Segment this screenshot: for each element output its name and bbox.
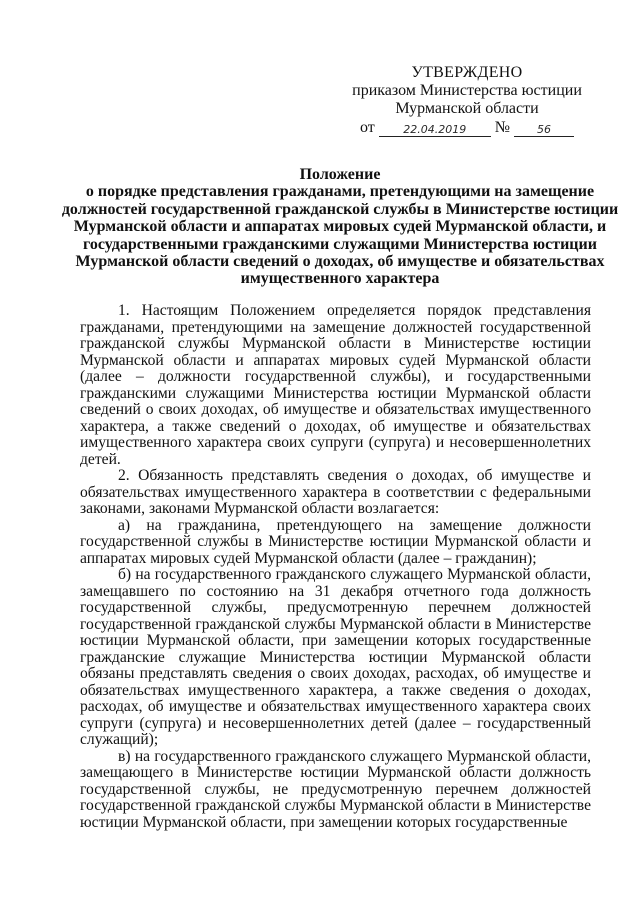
approval-region-line: Мурманской области — [395, 100, 539, 117]
approval-title: УТВЕРЖДЕНО — [411, 64, 523, 81]
approval-order-line: приказом Министерства юстиции — [352, 82, 582, 99]
document-body — [80, 303, 591, 831]
approval-date-line — [342, 119, 592, 137]
number-label: № — [494, 119, 511, 136]
paragraph: а) на гражданина, претендующего на замещение должности государственной службы в Министерстве юстиции Мурманской области и аппаратах мировых судей Мурманской области (далее – гражданин); — [80, 516, 591, 567]
paragraph: б) на государственного гражданского служащего Мурманской области, замещавшего по состоянию на 31 декабря отчетного года должность государственной службы, предусмотренную перечнем должностей государственной гражданской службы Мурманской области в Министерстве юстиции Мурманской области, при замещении которых государственные гражданские служащие Министерства юстиции Мурманской области обязаны представлять сведения о своих доходах, расходах, об имуществе и обязательствах имущественного характера, а также сведения о доходах, расходах, об имуществе и обязательствах имущественного характера своих супруги (супруга) и несовершеннолетних детей (далее – государственный служащий); — [80, 566, 591, 748]
document-heading — [60, 166, 620, 288]
approval-stamp — [342, 64, 592, 137]
paragraph: 2. Обязанность представлять сведения о доходах, об имуществе и обязательствах имущественного характера в соответствии с федеральными законами, законами Мурманской области возлагается: — [80, 467, 591, 517]
document-title: Положение — [299, 166, 381, 183]
handwritten-number: 56 — [514, 123, 574, 137]
handwritten-date: 22.04.2019 — [379, 123, 491, 137]
paragraph: 1. Настоящим Положением определяется порядок представления гражданами, претендующими на замещение должностей государственной гражданской службы Мурманской области в Министерстве юстиции Мурманской области и аппаратах мировых судей Мурманской области (далее – должности государственной службы), и государственными гражданскими служащими Министерства юстиции Мурманской области сведений о своих доходах, об имуществе и обязательствах имущественного характера, а также сведений о доходах, об имуществе и обязательствах имущественного характера своих супруги (супруга) и несовершеннолетних детей. — [80, 302, 591, 468]
paragraph: в) на государственного гражданского служащего Мурманской области, замещающего в Министерстве юстиции Мурманской области должность государственной службы, не предусмотренную перечнем должностей государственной гражданской службы Мурманской области в Министерстве юстиции Мурманской области, при замещении которых государственные — [80, 747, 591, 831]
document-subtitle: о порядке представления гражданами, претендующими на замещение должностей государственной гражданской службы в Министерстве юстиции Мурманской области и аппаратах мировых судей Мурманской области, и государственными гражданскими служащими Министерства юстиции Мурманской области сведений о доходах, об имуществе и обязательствах имущественного характера — [61, 183, 619, 288]
date-prefix: от — [359, 119, 375, 136]
